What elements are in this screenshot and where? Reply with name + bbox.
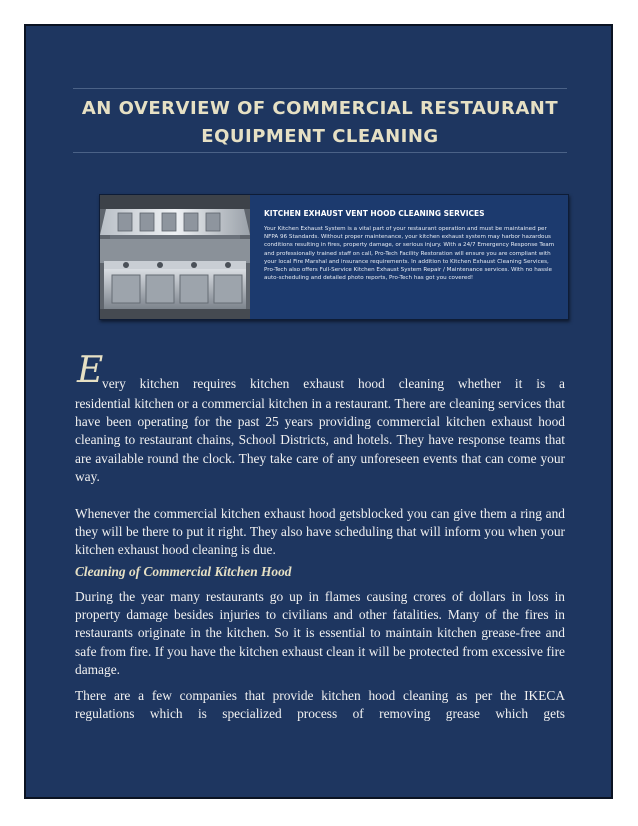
title-bottom-rule [73, 152, 567, 153]
document-title: AN OVERVIEW OF COMMERCIAL RESTAURANT EQUIPMENT CLEANING [81, 98, 559, 147]
section-heading: Cleaning of Commercial Kitchen Hood [75, 564, 292, 579]
commercial-kitchen-photo [100, 195, 250, 319]
paragraph-1-first-line: very kitchen requires kitchen exhaust hood cleaning whether it is a [102, 376, 565, 391]
service-banner [99, 194, 569, 320]
paragraph-2: Whenever the commercial kitchen exhaust hood getsblocked you can give them a ring and they will be there to put it right. They also have scheduling that will inform you when your kitchen exhaust hood cleaning is due. [75, 506, 565, 558]
paragraph-1: residential kitchen or a commercial kitchen in a restaurant. There are cleaning services that have been operating for the past 25 years providing commercial kitchen exhaust hood cleaning to restaurant chains, School Districts, and hotels. They have response teams that are available round the clock. They take care of any unforeseen events that can come your way. [75, 396, 565, 484]
title-top-rule [73, 88, 567, 89]
banner-heading: KITCHEN EXHAUST VENT HOOD CLEANING SERVICES [264, 209, 485, 218]
paragraph-4: There are a few companies that provide kitchen hood cleaning as per the IKECA regulations which is specialized process of removing grease which gets [75, 688, 565, 722]
drop-cap: E [77, 350, 104, 391]
banner-text: Your Kitchen Exhaust System is a vital part of your restaurant operation and must be maintained per NFPA 96 Standards. Without proper maintenance, your kitchen exhaust system may harbor hazardous conditions resulting in fires, property damage, or serious injury. With a 24/7 Emergency Response Team and professionally trained staff on call, Pro-Tech Facility Restoration will ensure you are compliant with your local Fire Marshal and insurance requirements. In addition to Kitchen Exhaust Cleaning Services, Pro-Tech also offers Full-Service Kitchen Exhaust System Repair / Maintenance services. With no hassle auto-scheduling and detailed photo reports, Pro-Tech has got you covered! [264, 226, 555, 282]
paragraph-3: During the year many restaurants go up in flames causing crores of dollars in loss in property damage besides injuries to civilians and other fatalities. Many of the fires in restaurants originate in the kitchen. So it is essential to maintain kitchen grease-free and safe from fire. If you have the kitchen exhaust clean it will be protected from excessive fire damage. [75, 589, 565, 677]
